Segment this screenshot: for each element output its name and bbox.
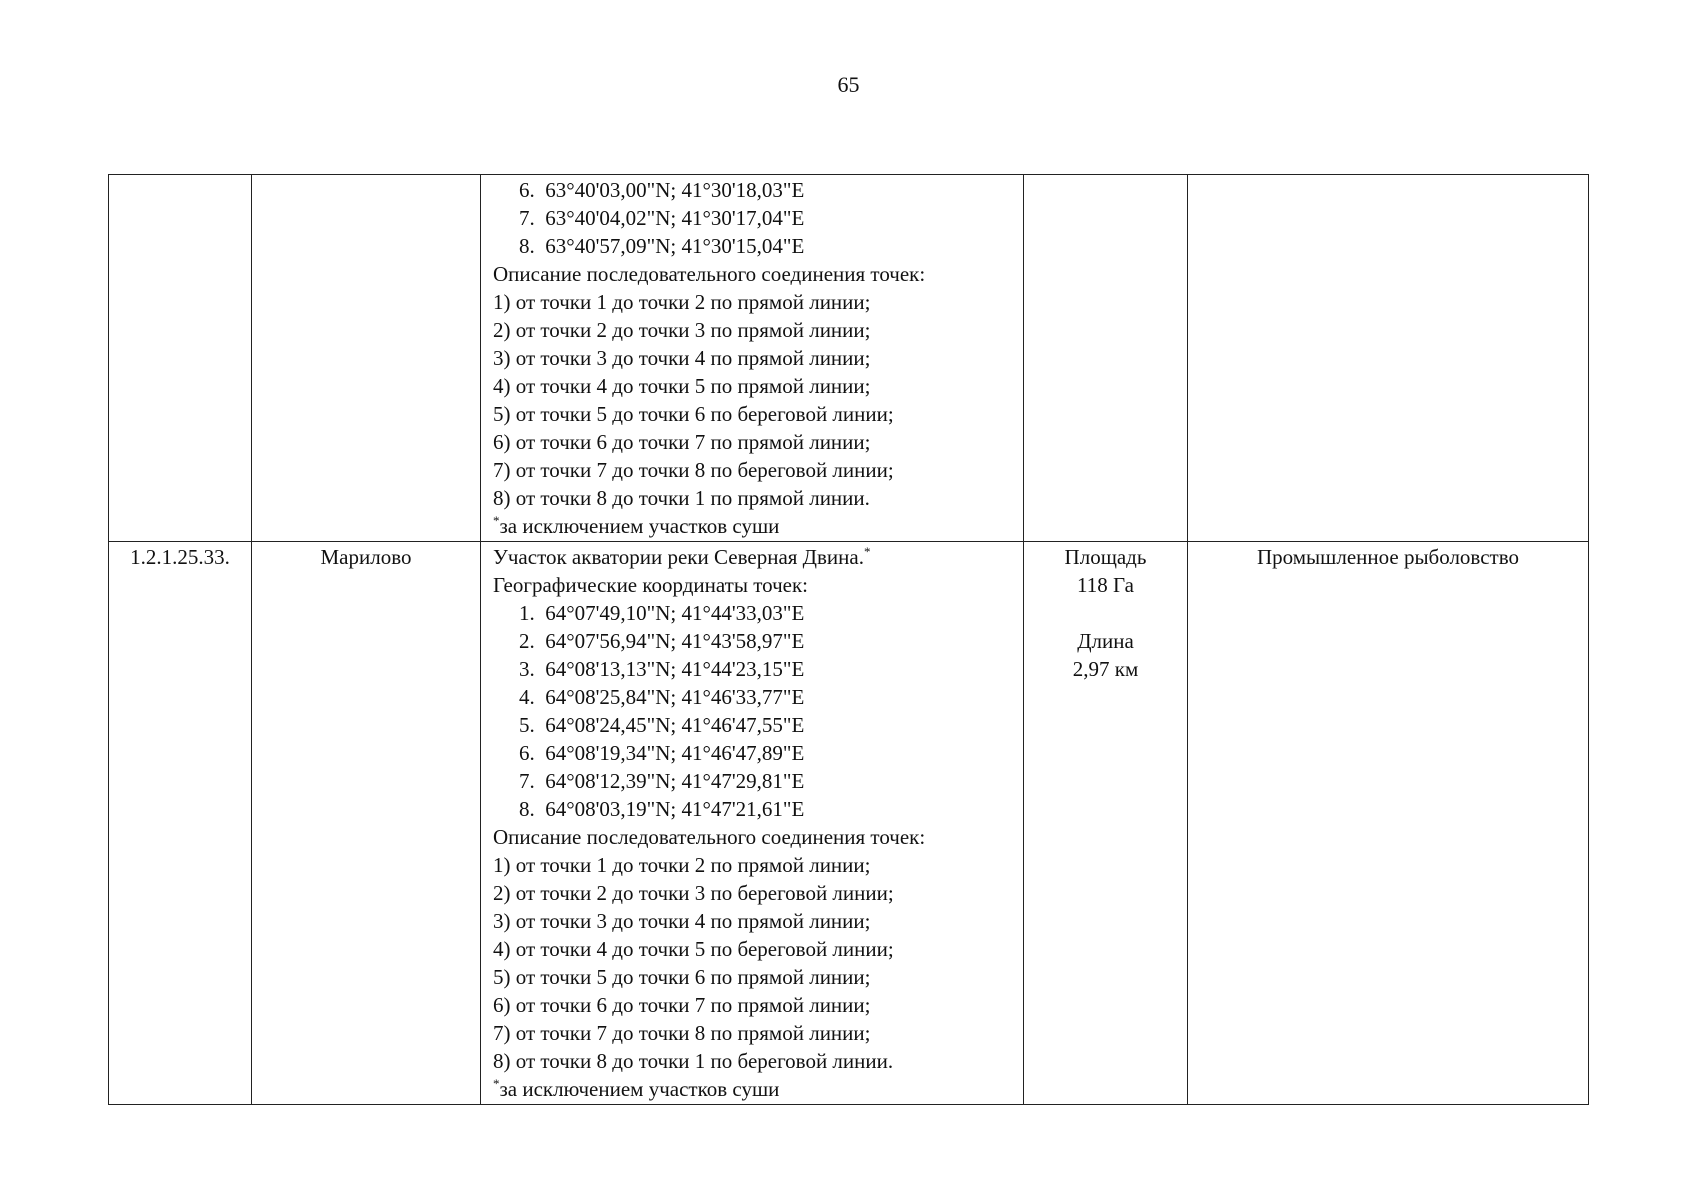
- row-name-cell: Марилово: [252, 542, 481, 1105]
- coordinate-point: 3. 64°08'13,13"N; 41°44'23,15"E: [519, 657, 805, 681]
- length-label: Длина: [1077, 629, 1134, 653]
- connection-title: Описание последовательного соединения точек:: [493, 262, 926, 286]
- size-cell: [1024, 542, 1188, 1105]
- connection-step: 5) от точки 5 до точки 6 по береговой линии;: [493, 402, 894, 426]
- footnote: [493, 512, 1011, 540]
- coordinate-point: 6. 63°40'03,00"N; 41°30'18,03"E: [519, 178, 805, 202]
- connection-step: 2) от точки 2 до точки 3 по прямой линии;: [493, 318, 871, 342]
- connection-step: 4) от точки 4 до точки 5 по береговой линии;: [493, 937, 894, 961]
- coordinate-point: 7. 63°40'04,02"N; 41°30'17,04"E: [519, 206, 805, 230]
- footnote-mark: *: [863, 544, 871, 559]
- footnote-mark: *: [493, 513, 500, 528]
- coordinate-point: 7. 64°08'12,39"N; 41°47'29,81"E: [519, 769, 805, 793]
- coordinate-point: 6. 64°08'19,34"N; 41°46'47,89"E: [519, 741, 805, 765]
- connection-step: 8) от точки 8 до точки 1 по прямой линии.: [493, 486, 870, 510]
- connection-step: 6) от точки 6 до точки 7 по прямой линии;: [493, 430, 871, 454]
- footnote-text: за исключением участков суши: [499, 514, 780, 538]
- size-cell: [1024, 175, 1188, 542]
- table-row: [109, 542, 1589, 1105]
- connection-step: 8) от точки 8 до точки 1 по береговой линии.: [493, 1049, 894, 1073]
- area-description: [493, 543, 1011, 571]
- row-name-cell: [252, 175, 481, 542]
- connection-step: 3) от точки 3 до точки 4 по прямой линии;: [493, 909, 871, 933]
- footnote-text: за исключением участков суши: [499, 1077, 780, 1101]
- connection-step: 1) от точки 1 до точки 2 по прямой линии;: [493, 853, 871, 877]
- connection-step: 3) от точки 3 до точки 4 по прямой линии;: [493, 346, 871, 370]
- connection-title: Описание последовательного соединения точек:: [493, 825, 926, 849]
- connection-step: 7) от точки 7 до точки 8 по прямой линии;: [493, 1021, 871, 1045]
- connection-step: 5) от точки 5 до точки 6 по прямой линии;: [493, 965, 871, 989]
- area-label: Площадь: [1064, 545, 1147, 569]
- coordinate-point: 1. 64°07'49,10"N; 41°44'33,03"E: [519, 601, 805, 625]
- usage-cell: Промышленное рыболовство: [1188, 542, 1589, 1105]
- connection-step: 6) от точки 6 до точки 7 по прямой линии;: [493, 993, 871, 1017]
- coordinate-point: 2. 64°07'56,94"N; 41°43'58,97"E: [519, 629, 805, 653]
- footnote-mark: *: [493, 1076, 500, 1091]
- coordinate-point: 8. 64°08'03,19"N; 41°47'21,61"E: [519, 797, 805, 821]
- row-number-cell: 1.2.1.25.33.: [109, 542, 252, 1105]
- coordinate-point: 5. 64°08'24,45"N; 41°46'47,55"E: [519, 713, 805, 737]
- area-value: 118 Га: [1077, 573, 1134, 597]
- table-row: [109, 175, 1589, 542]
- description-cell: [481, 542, 1024, 1105]
- description-cell: [481, 175, 1024, 542]
- coordinate-point: 8. 63°40'57,09"N; 41°30'15,04"E: [519, 234, 805, 258]
- page-number: 65: [837, 72, 860, 97]
- connection-step: 2) от точки 2 до точки 3 по береговой линии;: [493, 881, 894, 905]
- connection-step: 4) от точки 4 до точки 5 по прямой линии;: [493, 374, 871, 398]
- row-number-cell: [109, 175, 252, 542]
- coordinate-point: 4. 64°08'25,84"N; 41°46'33,77"E: [519, 685, 805, 709]
- fishing-areas-table: [108, 174, 1589, 1105]
- length-value: 2,97 км: [1072, 657, 1139, 681]
- connection-step: 1) от точки 1 до точки 2 по прямой линии;: [493, 290, 871, 314]
- connection-step: 7) от точки 7 до точки 8 по береговой линии;: [493, 458, 894, 482]
- footnote: [493, 1075, 1011, 1103]
- area-description-text: Участок акватории реки Северная Двина.: [493, 545, 864, 569]
- coords-title: Географические координаты точек:: [493, 573, 808, 597]
- usage-cell: [1188, 175, 1589, 542]
